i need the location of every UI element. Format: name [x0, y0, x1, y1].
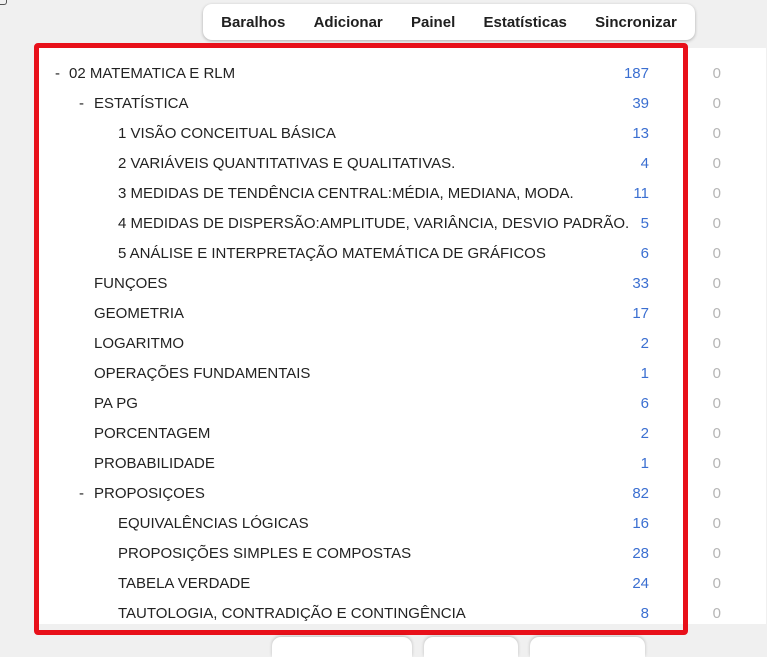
deck-name[interactable]: TAUTOLOGIA, CONTRADIÇÃO E CONTINGÊNCIA	[118, 605, 466, 622]
new-count: 13	[632, 125, 649, 142]
due-count: 0	[712, 485, 721, 502]
deck-name[interactable]: 5 ANÁLISE E INTERPRETAÇÃO MATEMÁTICA DE GRÁFICOS	[118, 245, 546, 262]
deck-name[interactable]: PORCENTAGEM	[94, 425, 211, 442]
deck-row[interactable]	[39, 538, 766, 568]
due-count: 0	[712, 215, 721, 232]
deck-name[interactable]: FUNÇOES	[94, 275, 168, 292]
new-count: 6	[640, 245, 649, 262]
due-count: 0	[712, 95, 721, 112]
due-count: 0	[712, 125, 721, 142]
due-count: 0	[712, 395, 721, 412]
new-count: 2	[640, 425, 649, 442]
deck-name[interactable]: GEOMETRIA	[94, 305, 185, 322]
new-count: 33	[632, 275, 649, 292]
due-count: 0	[712, 65, 721, 82]
new-count: 16	[632, 515, 649, 532]
deck-row[interactable]	[39, 508, 766, 538]
deck-name[interactable]: PROPOSIÇOES	[94, 485, 205, 502]
bottom-button-2[interactable]	[424, 637, 518, 657]
due-count: 0	[712, 335, 721, 352]
deck-row[interactable]	[39, 598, 766, 628]
deck-row[interactable]	[39, 298, 766, 328]
new-count: 1	[640, 455, 649, 472]
bottom-button-3[interactable]	[530, 637, 645, 657]
decks-button[interactable]: Baralhos	[221, 13, 286, 31]
deck-row[interactable]	[39, 418, 766, 448]
due-count: 0	[712, 365, 721, 382]
new-count: 4	[640, 155, 649, 172]
collapse-toggle[interactable]: -	[79, 485, 84, 502]
bottom-button-1[interactable]	[272, 637, 412, 657]
deck-name[interactable]: PROPOSIÇÕES SIMPLES E COMPOSTAS	[118, 545, 412, 562]
deck-name[interactable]: 4 MEDIDAS DE DISPERSÃO:AMPLITUDE, VARIÂNCIA, DESVIO PADRÃO.	[118, 215, 630, 232]
due-count: 0	[712, 185, 721, 202]
deck-row[interactable]	[39, 568, 766, 598]
deck-row[interactable]	[39, 148, 766, 178]
deck-row[interactable]	[39, 58, 766, 88]
due-count: 0	[712, 515, 721, 532]
new-count: 187	[623, 65, 649, 82]
new-count: 24	[632, 575, 649, 592]
deck-row[interactable]	[39, 478, 766, 508]
new-count: 17	[632, 305, 649, 322]
deck-row[interactable]	[39, 178, 766, 208]
due-count: 0	[712, 575, 721, 592]
due-count: 0	[712, 305, 721, 322]
top-toolbar	[203, 4, 695, 40]
due-count: 0	[712, 545, 721, 562]
deck-name[interactable]: TABELA VERDADE	[118, 575, 251, 592]
due-count: 0	[712, 425, 721, 442]
deck-name[interactable]: 3 MEDIDAS DE TENDÊNCIA CENTRAL:MÉDIA, MEDIANA, MODA.	[118, 185, 574, 202]
deck-name[interactable]: PA PG	[94, 395, 138, 412]
add-button[interactable]: Adicionar	[313, 13, 383, 31]
deck-row[interactable]	[39, 208, 766, 238]
collapse-toggle[interactable]: -	[79, 95, 84, 112]
deck-row[interactable]	[39, 118, 766, 148]
deck-row[interactable]	[39, 238, 766, 268]
deck-name[interactable]: ESTATÍSTICA	[94, 95, 189, 112]
deck-row[interactable]	[39, 88, 766, 118]
window-corner	[0, 0, 7, 5]
deck-row[interactable]	[39, 358, 766, 388]
new-count: 2	[640, 335, 649, 352]
deck-name[interactable]: 02 MATEMATICA E RLM	[69, 65, 236, 82]
stats-button[interactable]: Estatísticas	[483, 13, 567, 31]
deck-name[interactable]: LOGARITMO	[94, 335, 185, 352]
sync-button[interactable]: Sincronizar	[595, 13, 677, 31]
deck-row[interactable]	[39, 268, 766, 298]
new-count: 82	[632, 485, 649, 502]
due-count: 0	[712, 245, 721, 262]
due-count: 0	[712, 455, 721, 472]
deck-name[interactable]: EQUIVALÊNCIAS LÓGICAS	[118, 515, 309, 532]
deck-row[interactable]	[39, 328, 766, 358]
deck-row[interactable]	[39, 448, 766, 478]
deck-name[interactable]: PROBABILIDADE	[94, 455, 215, 472]
deck-name[interactable]: 1 VISÃO CONCEITUAL BÁSICA	[118, 125, 336, 142]
new-count: 39	[632, 95, 649, 112]
deck-list-panel	[39, 48, 766, 624]
new-count: 1	[640, 365, 649, 382]
deck-name[interactable]: OPERAÇÕES FUNDAMENTAIS	[94, 365, 311, 382]
new-count: 28	[632, 545, 649, 562]
collapse-toggle[interactable]: -	[55, 65, 60, 82]
new-count: 11	[633, 185, 649, 202]
due-count: 0	[712, 275, 721, 292]
due-count: 0	[712, 605, 721, 622]
deck-row[interactable]	[39, 388, 766, 418]
due-count: 0	[712, 155, 721, 172]
deck-name[interactable]: 2 VARIÁVEIS QUANTITATIVAS E QUALITATIVAS.	[118, 155, 456, 172]
new-count: 8	[640, 605, 649, 622]
new-count: 5	[640, 215, 649, 232]
dashboard-button[interactable]: Painel	[411, 13, 456, 31]
new-count: 6	[640, 395, 649, 412]
